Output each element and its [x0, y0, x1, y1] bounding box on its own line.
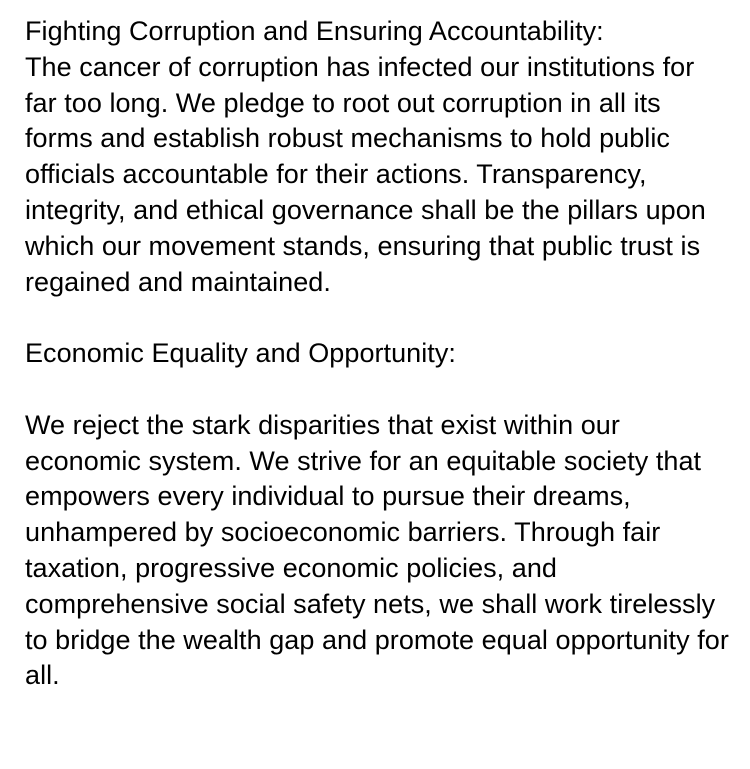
section-text-economic: We reject the stark disparities that exist within our economic system. We strive for an equitable society that empowers every individual to pursue their dreams, unhampered by socioeconomic barriers. Through fair taxation, progressive economic policies, and comprehensive social safety nets, we shall work tirelessly to bridge the wealth gap and promote equal opportunity for all. [25, 409, 729, 691]
section-text-corruption: The cancer of corruption has infected our institutions for far too long. We pledge to root out corruption in all its forms and establish robust mechanisms to hold public officials accountable for their actions. Transparency, integrity, and ethical governance shall be the pillars upon which our movement stands, ensuring that public trust is regained and maintained. [25, 51, 706, 297]
section-heading-economic: Economic Equality and Opportunity: [25, 338, 456, 369]
paragraph-spacer [25, 372, 730, 408]
section-heading-corruption: Fighting Corruption and Ensuring Accountability: [25, 16, 604, 46]
paragraph-spacer [25, 300, 730, 336]
section-corruption [25, 14, 730, 300]
note-body [25, 14, 730, 694]
